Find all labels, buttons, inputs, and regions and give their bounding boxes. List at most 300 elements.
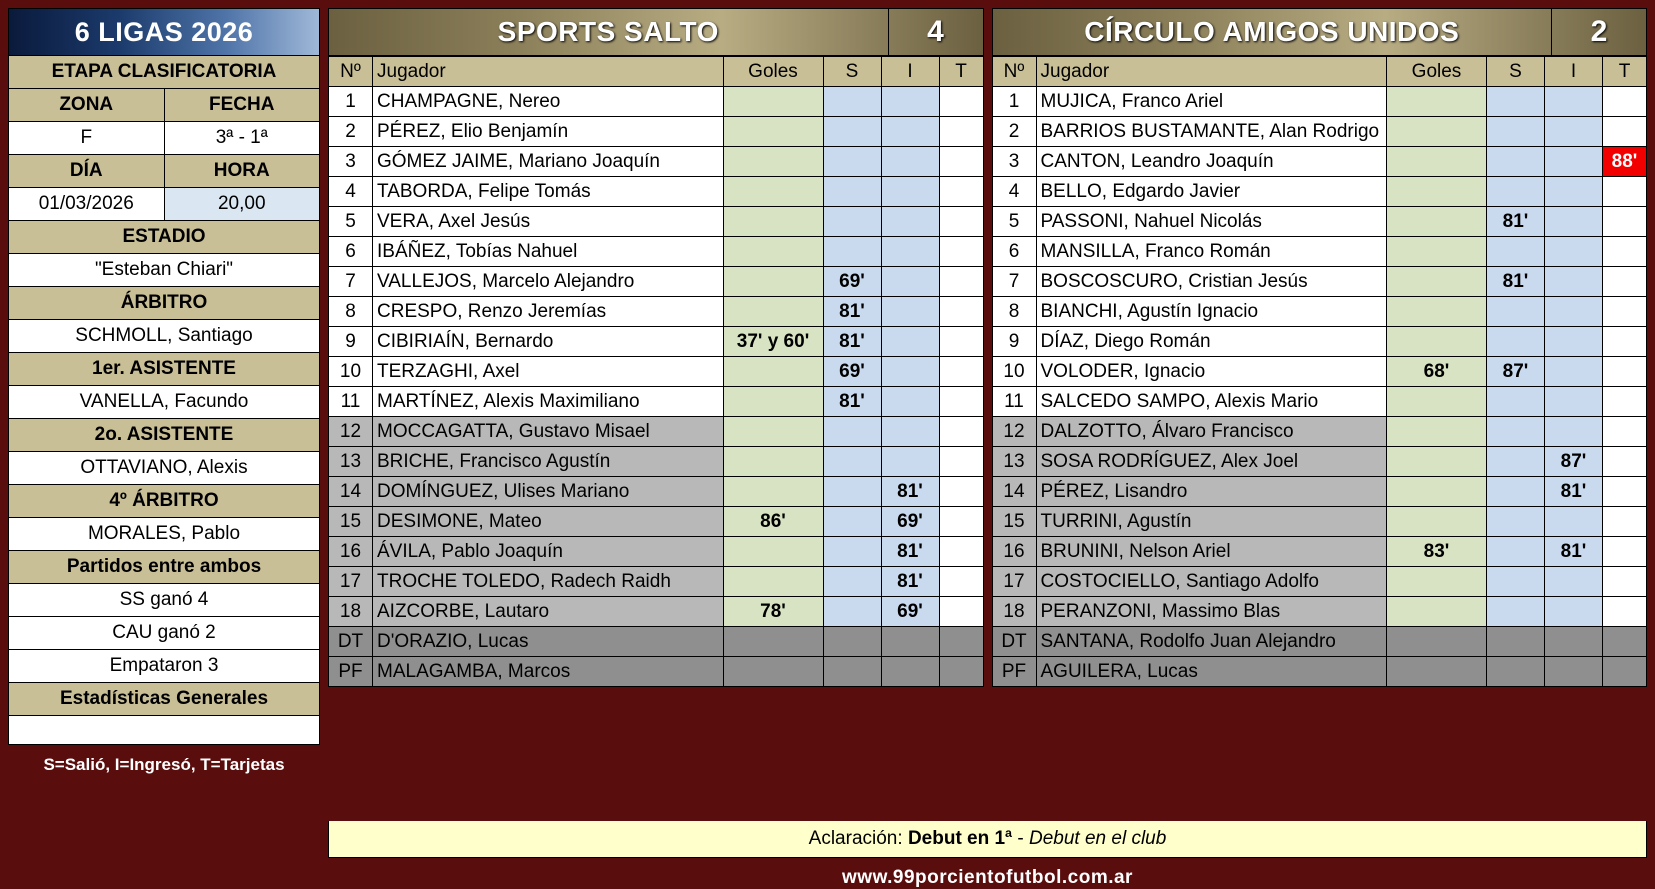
player-name: CHAMPAGNE, Nereo bbox=[373, 87, 724, 117]
player-number: 9 bbox=[992, 327, 1036, 357]
player-name: SOSA RODRÍGUEZ, Alex Joel bbox=[1036, 447, 1387, 477]
player-out: 81' bbox=[823, 297, 881, 327]
player-name: MUJICA, Franco Ariel bbox=[1036, 87, 1387, 117]
player-number: 15 bbox=[992, 507, 1036, 537]
table-row bbox=[992, 447, 1647, 477]
player-goals bbox=[723, 87, 823, 117]
player-card bbox=[1603, 417, 1647, 447]
away-team-header bbox=[992, 8, 1648, 56]
player-goals bbox=[723, 657, 823, 687]
player-number: 11 bbox=[329, 387, 373, 417]
player-in: 81' bbox=[881, 477, 939, 507]
player-name: MOCCAGATTA, Gustavo Misael bbox=[373, 417, 724, 447]
player-number: 13 bbox=[329, 447, 373, 477]
player-goals bbox=[723, 387, 823, 417]
player-name: BOSCOSCURO, Cristian Jesús bbox=[1036, 267, 1387, 297]
table-row bbox=[329, 657, 984, 687]
player-name: BIANCHI, Agustín Ignacio bbox=[1036, 297, 1387, 327]
player-number: PF bbox=[329, 657, 373, 687]
player-card bbox=[1603, 537, 1647, 567]
player-in: 81' bbox=[881, 567, 939, 597]
player-card bbox=[939, 147, 983, 177]
player-name: BRUNINI, Nelson Ariel bbox=[1036, 537, 1387, 567]
player-in bbox=[1545, 657, 1603, 687]
player-in bbox=[1545, 507, 1603, 537]
player-out: 87' bbox=[1487, 357, 1545, 387]
player-name: DOMÍNGUEZ, Ulises Mariano bbox=[373, 477, 724, 507]
player-out bbox=[823, 537, 881, 567]
player-out bbox=[1487, 447, 1545, 477]
table-row bbox=[992, 147, 1647, 177]
asistente2-label: 2o. ASISTENTE bbox=[9, 419, 319, 451]
player-name: TABORDA, Felipe Tomás bbox=[373, 177, 724, 207]
player-goals bbox=[1387, 207, 1487, 237]
col-num: Nº bbox=[992, 57, 1036, 87]
player-out bbox=[823, 207, 881, 237]
player-in: 69' bbox=[881, 507, 939, 537]
table-row bbox=[992, 657, 1647, 687]
table-row bbox=[992, 477, 1647, 507]
estadio-value: "Esteban Chiari" bbox=[9, 254, 319, 286]
player-out bbox=[1487, 297, 1545, 327]
player-goals bbox=[723, 447, 823, 477]
player-out bbox=[1487, 87, 1545, 117]
player-card bbox=[1603, 237, 1647, 267]
col-player: Jugador bbox=[373, 57, 724, 87]
player-goals bbox=[1387, 627, 1487, 657]
player-in bbox=[1545, 327, 1603, 357]
table-row bbox=[992, 327, 1647, 357]
player-goals bbox=[723, 567, 823, 597]
player-card bbox=[1603, 387, 1647, 417]
player-in: 81' bbox=[1545, 537, 1603, 567]
player-number: 14 bbox=[329, 477, 373, 507]
player-goals bbox=[1387, 87, 1487, 117]
table-row bbox=[992, 627, 1647, 657]
player-out: 69' bbox=[823, 357, 881, 387]
player-in bbox=[1545, 267, 1603, 297]
player-name: GÓMEZ JAIME, Mariano Joaquín bbox=[373, 147, 724, 177]
player-in bbox=[1545, 357, 1603, 387]
player-number: 2 bbox=[329, 117, 373, 147]
col-out: S bbox=[823, 57, 881, 87]
player-goals bbox=[1387, 447, 1487, 477]
player-goals bbox=[723, 477, 823, 507]
head-to-head-label: Partidos entre ambos bbox=[9, 551, 319, 583]
player-out: 69' bbox=[823, 267, 881, 297]
col-in: I bbox=[881, 57, 939, 87]
player-card bbox=[1603, 297, 1647, 327]
player-name: TERZAGHI, Axel bbox=[373, 357, 724, 387]
table-row bbox=[992, 207, 1647, 237]
player-in bbox=[881, 627, 939, 657]
player-out bbox=[823, 147, 881, 177]
player-in bbox=[881, 177, 939, 207]
player-number: PF bbox=[992, 657, 1036, 687]
player-in bbox=[1545, 597, 1603, 627]
table-row bbox=[992, 297, 1647, 327]
table-row bbox=[992, 597, 1647, 627]
home-team-panel bbox=[328, 8, 984, 821]
player-goals bbox=[723, 147, 823, 177]
player-card bbox=[939, 327, 983, 357]
table-row bbox=[329, 147, 984, 177]
table-row bbox=[329, 417, 984, 447]
player-out: 81' bbox=[1487, 267, 1545, 297]
player-card bbox=[939, 597, 983, 627]
player-card bbox=[1603, 597, 1647, 627]
player-name: DESIMONE, Mateo bbox=[373, 507, 724, 537]
player-goals bbox=[723, 297, 823, 327]
player-in bbox=[881, 207, 939, 237]
col-in: I bbox=[1545, 57, 1603, 87]
player-number: 16 bbox=[329, 537, 373, 567]
player-card bbox=[939, 627, 983, 657]
player-goals bbox=[723, 267, 823, 297]
player-number: 14 bbox=[992, 477, 1036, 507]
player-name: VALLEJOS, Marcelo Alejandro bbox=[373, 267, 724, 297]
player-in bbox=[881, 147, 939, 177]
head-to-head-draws: Empataron 3 bbox=[9, 650, 319, 682]
table-row bbox=[329, 237, 984, 267]
player-number: 15 bbox=[329, 507, 373, 537]
player-card bbox=[1603, 567, 1647, 597]
player-out bbox=[823, 597, 881, 627]
player-number: 1 bbox=[992, 87, 1036, 117]
player-number: DT bbox=[329, 627, 373, 657]
table-row bbox=[992, 387, 1647, 417]
player-card bbox=[1603, 327, 1647, 357]
player-goals bbox=[1387, 567, 1487, 597]
player-in bbox=[881, 237, 939, 267]
player-card bbox=[939, 117, 983, 147]
player-name: DÍAZ, Diego Román bbox=[1036, 327, 1387, 357]
note-debut-club: Debut en el club bbox=[1029, 828, 1167, 849]
asistente2-value: OTTAVIANO, Alexis bbox=[9, 452, 319, 484]
hora-label: HORA bbox=[164, 155, 320, 187]
col-player: Jugador bbox=[1036, 57, 1387, 87]
player-in bbox=[881, 327, 939, 357]
player-goals bbox=[723, 207, 823, 237]
player-out bbox=[823, 627, 881, 657]
player-name: IBÁÑEZ, Tobías Nahuel bbox=[373, 237, 724, 267]
table-row bbox=[992, 267, 1647, 297]
player-goals: 68' bbox=[1387, 357, 1487, 387]
player-number: 7 bbox=[992, 267, 1036, 297]
legend-text: S=Salió, I=Ingresó, T=Tarjetas bbox=[43, 755, 285, 774]
player-card bbox=[1603, 477, 1647, 507]
player-card bbox=[939, 447, 983, 477]
player-in bbox=[881, 387, 939, 417]
player-card bbox=[1603, 87, 1647, 117]
website-url[interactable]: www.99porcientofutbol.com.ar bbox=[842, 867, 1133, 888]
player-card bbox=[1603, 627, 1647, 657]
player-goals bbox=[1387, 387, 1487, 417]
note-prefix: Aclaración: bbox=[808, 828, 908, 849]
player-name: SALCEDO SAMPO, Alexis Mario bbox=[1036, 387, 1387, 417]
player-out bbox=[1487, 507, 1545, 537]
player-out bbox=[823, 417, 881, 447]
player-out bbox=[823, 177, 881, 207]
player-card bbox=[939, 567, 983, 597]
player-goals bbox=[723, 537, 823, 567]
player-number: 6 bbox=[992, 237, 1036, 267]
table-row bbox=[329, 327, 984, 357]
player-out bbox=[1487, 657, 1545, 687]
table-row bbox=[329, 87, 984, 117]
player-number: 16 bbox=[992, 537, 1036, 567]
player-number: 4 bbox=[992, 177, 1036, 207]
player-number: 12 bbox=[329, 417, 373, 447]
player-card bbox=[939, 537, 983, 567]
cuarto-arbitro-label: 4º ÁRBITRO bbox=[9, 485, 319, 517]
player-name: MALAGAMBA, Marcos bbox=[373, 657, 724, 687]
stage-label: ETAPA CLASIFICATORIA bbox=[9, 56, 319, 88]
player-out bbox=[823, 237, 881, 267]
player-in bbox=[881, 657, 939, 687]
player-in bbox=[1545, 117, 1603, 147]
player-in bbox=[881, 417, 939, 447]
player-out bbox=[1487, 417, 1545, 447]
player-out bbox=[823, 567, 881, 597]
player-card bbox=[1603, 117, 1647, 147]
player-goals: 86' bbox=[723, 507, 823, 537]
player-goals bbox=[1387, 297, 1487, 327]
player-out bbox=[1487, 147, 1545, 177]
dia-label: DÍA bbox=[9, 155, 164, 187]
table-row bbox=[329, 597, 984, 627]
player-number: 17 bbox=[329, 567, 373, 597]
player-in bbox=[1545, 387, 1603, 417]
note-debut-first: Debut en 1ª bbox=[907, 828, 1013, 849]
player-name: PÉREZ, Lisandro bbox=[1036, 477, 1387, 507]
player-name: MARTÍNEZ, Alexis Maximiliano bbox=[373, 387, 724, 417]
player-in bbox=[881, 297, 939, 327]
player-out bbox=[1487, 117, 1545, 147]
player-number: 10 bbox=[992, 357, 1036, 387]
player-name: D'ORAZIO, Lucas bbox=[373, 627, 724, 657]
table-row bbox=[992, 537, 1647, 567]
away-team-name: CÍRCULO AMIGOS UNIDOS bbox=[1084, 16, 1460, 47]
player-goals bbox=[1387, 117, 1487, 147]
player-number: 1 bbox=[329, 87, 373, 117]
player-name: TROCHE TOLEDO, Radech Raidh bbox=[373, 567, 724, 597]
player-number: 4 bbox=[329, 177, 373, 207]
player-out bbox=[1487, 477, 1545, 507]
table-row bbox=[329, 177, 984, 207]
player-name: BELLO, Edgardo Javier bbox=[1036, 177, 1387, 207]
player-in bbox=[881, 447, 939, 477]
player-out: 81' bbox=[1487, 207, 1545, 237]
table-row bbox=[329, 477, 984, 507]
player-number: 10 bbox=[329, 357, 373, 387]
player-card bbox=[939, 507, 983, 537]
zona-label: ZONA bbox=[9, 89, 164, 121]
player-number: 3 bbox=[992, 147, 1036, 177]
fecha-value: 3ª - 1ª bbox=[164, 122, 320, 154]
table-row bbox=[329, 267, 984, 297]
clarification-note bbox=[328, 821, 1647, 858]
player-in: 87' bbox=[1545, 447, 1603, 477]
player-goals bbox=[1387, 657, 1487, 687]
player-number: 13 bbox=[992, 447, 1036, 477]
home-team-score: 4 bbox=[888, 9, 983, 55]
col-goals: Goles bbox=[723, 57, 823, 87]
player-number: DT bbox=[992, 627, 1036, 657]
player-card bbox=[1603, 207, 1647, 237]
player-name: ÁVILA, Pablo Joaquín bbox=[373, 537, 724, 567]
away-team-score: 2 bbox=[1551, 9, 1646, 55]
general-stats-label: Estadísticas Generales bbox=[9, 683, 319, 715]
player-name: VERA, Axel Jesús bbox=[373, 207, 724, 237]
player-card bbox=[1603, 177, 1647, 207]
player-in bbox=[881, 357, 939, 387]
note-separator: - bbox=[1012, 828, 1029, 849]
player-in bbox=[1545, 417, 1603, 447]
player-out bbox=[1487, 627, 1545, 657]
player-in: 81' bbox=[1545, 477, 1603, 507]
table-row bbox=[329, 207, 984, 237]
player-in: 81' bbox=[881, 537, 939, 567]
table-row bbox=[329, 357, 984, 387]
player-in bbox=[1545, 207, 1603, 237]
arbitro-label: ÁRBITRO bbox=[9, 287, 319, 319]
player-name: PASSONI, Nahuel Nicolás bbox=[1036, 207, 1387, 237]
player-name: MANSILLA, Franco Román bbox=[1036, 237, 1387, 267]
player-card bbox=[1603, 657, 1647, 687]
player-goals bbox=[723, 627, 823, 657]
table-row bbox=[329, 537, 984, 567]
player-in bbox=[881, 87, 939, 117]
arbitro-value: SCHMOLL, Santiago bbox=[9, 320, 319, 352]
player-in bbox=[1545, 237, 1603, 267]
player-card bbox=[1603, 267, 1647, 297]
player-goals bbox=[1387, 147, 1487, 177]
player-name: PERANZONI, Massimo Blas bbox=[1036, 597, 1387, 627]
player-out bbox=[1487, 567, 1545, 597]
player-card bbox=[939, 267, 983, 297]
player-out bbox=[1487, 597, 1545, 627]
table-row bbox=[329, 447, 984, 477]
home-team-name: SPORTS SALTO bbox=[497, 16, 719, 47]
table-row bbox=[992, 87, 1647, 117]
player-goals bbox=[1387, 327, 1487, 357]
head-to-head-away: CAU ganó 2 bbox=[9, 617, 319, 649]
player-in: 69' bbox=[881, 597, 939, 627]
player-goals bbox=[723, 417, 823, 447]
player-number: 8 bbox=[992, 297, 1036, 327]
player-out bbox=[823, 507, 881, 537]
player-number: 8 bbox=[329, 297, 373, 327]
table-row bbox=[992, 567, 1647, 597]
player-goals bbox=[1387, 237, 1487, 267]
player-goals bbox=[1387, 177, 1487, 207]
table-header-row bbox=[992, 57, 1647, 87]
table-row bbox=[992, 177, 1647, 207]
table-row bbox=[992, 417, 1647, 447]
away-lineup-table bbox=[992, 56, 1648, 687]
player-card bbox=[1603, 447, 1647, 477]
player-card: 88' bbox=[1603, 147, 1647, 177]
player-out bbox=[823, 657, 881, 687]
player-out: 81' bbox=[823, 327, 881, 357]
player-card bbox=[939, 177, 983, 207]
table-row bbox=[329, 567, 984, 597]
match-info-panel bbox=[8, 8, 320, 889]
player-in bbox=[1545, 567, 1603, 597]
player-card bbox=[939, 237, 983, 267]
player-goals bbox=[723, 117, 823, 147]
teams-area bbox=[328, 8, 1647, 889]
player-in bbox=[1545, 87, 1603, 117]
player-name: CANTON, Leandro Joaquín bbox=[1036, 147, 1387, 177]
player-card bbox=[939, 297, 983, 327]
player-goals bbox=[1387, 597, 1487, 627]
player-goals bbox=[1387, 477, 1487, 507]
estadio-label: ESTADIO bbox=[9, 221, 319, 253]
player-card bbox=[1603, 357, 1647, 387]
table-row bbox=[329, 507, 984, 537]
player-number: 12 bbox=[992, 417, 1036, 447]
player-card bbox=[1603, 507, 1647, 537]
player-in bbox=[1545, 177, 1603, 207]
player-goals bbox=[1387, 507, 1487, 537]
player-out bbox=[823, 117, 881, 147]
player-name: SANTANA, Rodolfo Juan Alejandro bbox=[1036, 627, 1387, 657]
player-goals bbox=[1387, 267, 1487, 297]
table-row bbox=[992, 507, 1647, 537]
player-card bbox=[939, 87, 983, 117]
player-goals bbox=[723, 357, 823, 387]
player-number: 17 bbox=[992, 567, 1036, 597]
table-header-row bbox=[329, 57, 984, 87]
col-cards: T bbox=[1603, 57, 1647, 87]
player-goals bbox=[723, 237, 823, 267]
player-goals: 83' bbox=[1387, 537, 1487, 567]
player-card bbox=[939, 477, 983, 507]
asistente1-label: 1er. ASISTENTE bbox=[9, 353, 319, 385]
player-number: 7 bbox=[329, 267, 373, 297]
player-number: 2 bbox=[992, 117, 1036, 147]
player-in bbox=[881, 267, 939, 297]
player-number: 3 bbox=[329, 147, 373, 177]
table-row bbox=[992, 237, 1647, 267]
player-name: CIBIRIAÍN, Bernardo bbox=[373, 327, 724, 357]
player-out bbox=[1487, 327, 1545, 357]
fecha-label: FECHA bbox=[164, 89, 320, 121]
player-goals: 37' y 60' bbox=[723, 327, 823, 357]
player-name: BARRIOS BUSTAMANTE, Alan Rodrigo bbox=[1036, 117, 1387, 147]
player-in bbox=[1545, 627, 1603, 657]
table-row bbox=[329, 387, 984, 417]
player-card bbox=[939, 417, 983, 447]
col-out: S bbox=[1487, 57, 1545, 87]
table-row bbox=[329, 117, 984, 147]
col-num: Nº bbox=[329, 57, 373, 87]
player-in bbox=[1545, 297, 1603, 327]
player-out bbox=[823, 447, 881, 477]
player-number: 18 bbox=[329, 597, 373, 627]
brand-title: 6 LIGAS 2026 bbox=[8, 8, 320, 56]
player-card bbox=[939, 387, 983, 417]
player-out bbox=[1487, 177, 1545, 207]
home-team-header bbox=[328, 8, 984, 56]
player-in bbox=[1545, 147, 1603, 177]
table-row bbox=[329, 627, 984, 657]
player-goals: 78' bbox=[723, 597, 823, 627]
player-in bbox=[881, 117, 939, 147]
dia-value: 01/03/2026 bbox=[9, 188, 164, 220]
